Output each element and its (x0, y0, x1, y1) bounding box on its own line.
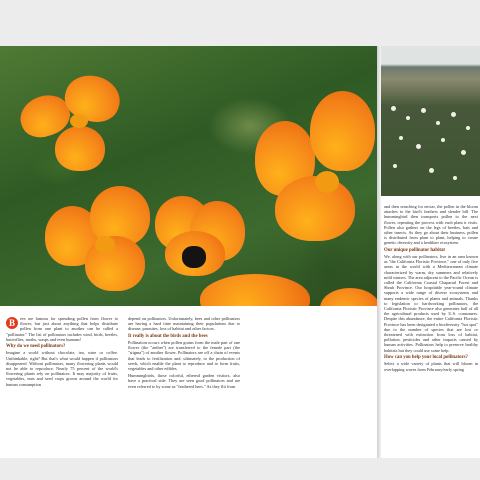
right-page (381, 46, 480, 458)
paragraph: and then searching for nectar, the pollen in the bloom attaches to the bird's feathers and slender bill. The hummingbird then transports pollen to the next flower, repeating the process with each plant it visits. Pollen also gathers on the legs of beetles, bats and other insects. As they go about their business, pollen is distributed from plant to plant, helping to create genetic diversity and a healthier ecosystem. (384, 204, 478, 246)
poppy-flower (10, 66, 130, 186)
paragraph: depend on pollinators. Unfortunately, bees and other pollinators are having a hard time maintaining their populations due to disease, parasites, loss of habitat and other factors. (128, 316, 240, 332)
paragraph: Imagine a world without chocolate, tea, wine or coffee. Unthinkable, right? But that's what would happen if pollinators disappeared. Without pollinators, many flowering plants would not be able to reproduce. Nearly 75 percent of the world's flowering plants rely on pollinators. It may majority of fruits, vegetables, nuts and seed crops grown around the world for human consumption (6, 350, 118, 387)
poppy-flower (200, 274, 310, 306)
bee (182, 246, 206, 268)
section-heading: Why do we need pollinators? (6, 344, 66, 350)
text-column-3 (384, 204, 478, 374)
poppy-flower (45, 186, 165, 296)
paragraph: Select a wide variety of plants that will bloom in overlapping waves from February/early spring (384, 361, 478, 372)
poppies-photo (0, 46, 377, 306)
poppy-flower (150, 191, 250, 281)
paragraph: Pollination occurs when pollen grains from the male part of one flower (the "anther") are transferred to the female part (the "stigma") of another flower. Pollinators are off a chain of events that leads to fertilization and, ultimately, to the production of seeds, which enable the plant to reproduce and to form fruits, vegetables and other edibles. (128, 340, 240, 372)
paragraph: Hummingbirds, those colorful, ethereal garden visitors, also have a practical side: They are seen good pollinators and are even referred to by some as "feathered bees." As they flit from (128, 373, 240, 389)
left-page (0, 46, 377, 458)
article-text (0, 310, 377, 458)
section-heading: Our unique pollinator habitat (384, 247, 446, 253)
poppy-flower (255, 91, 377, 281)
text-column-1 (6, 316, 118, 389)
paragraph: We, along with our pollinators, live in an area known as "the California Floristic Province," one of only five areas in the world with a Mediterranean climate characterized by warm, dry summers and relatively mild winters. The area adjacent to the Pacific Ocean is called the California Coastal Chaparral Forest and Shrub Province. Our hospitable year-round climate supports a wide range of diverse ecosystems and many endemic species of plants and animals. Thanks to legislation to hardworking pollinators, the California Floristic Province also generates half of all the agricultural products used by U.S. consumers. Despite this abundance, the entire California Floristic Province has been designated a biodiversity "hot spot" due to the number of species that are lost or threatened with extinction from loss of habitat, pollution, pesticides and other impacts caused by human activities. Pollinators help to preserve healthy habitats but they could use some help. (384, 254, 478, 353)
poppy-flower (320, 288, 377, 306)
drop-cap: B (6, 317, 18, 329)
section-heading: How can you help your local pollinators? (384, 354, 468, 360)
section-heading: It really is about the birds and the bees (128, 333, 208, 339)
intro-paragraph: ees are famous for spreading pollen from flower to flower, but just about anything that helps distribute pollen from one plant to another can be called a "pollinator." The list of pollinators includes wind, birds, beetles, butterflies, moths, wasps and even humans! (6, 316, 118, 342)
coastal-flowers-photo (381, 46, 480, 196)
text-column-2 (128, 316, 240, 391)
